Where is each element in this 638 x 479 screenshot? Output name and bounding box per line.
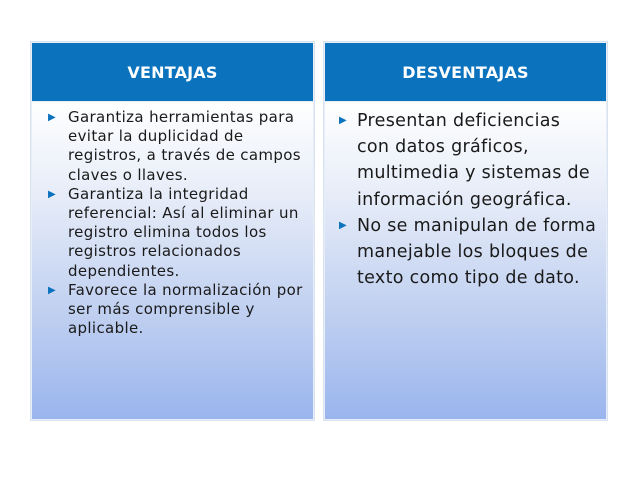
list-item-text: No se manipulan de forma manejable los bloques de texto como tipo de dato.: [357, 215, 597, 289]
desventajas-body: [325, 102, 606, 419]
ventajas-header: VENTAJAS: [32, 43, 313, 102]
list-item: [36, 185, 305, 281]
list-item: [36, 108, 305, 185]
desventajas-list: [329, 108, 598, 291]
list-item: [36, 281, 305, 339]
ventajas-body: [32, 102, 313, 419]
desventajas-header: DESVENTAJAS: [325, 43, 606, 102]
list-item-text: Favorece la normalización por ser más comprensible y aplicable.: [68, 280, 303, 338]
triangle-right-icon: ▶: [339, 115, 347, 126]
list-item: [329, 213, 598, 292]
desventajas-column: [324, 42, 607, 420]
list-item: [329, 108, 598, 213]
triangle-right-icon: ▶: [47, 112, 57, 123]
list-item-text: Garantiza la integridad referencial: Así al eliminar un registro elimina todos los registros relacionados dependientes.: [68, 184, 299, 280]
list-item-text: Garantiza herramientas para evitar la duplicidad de registros, a través de campos claves o llaves.: [68, 108, 301, 184]
list-item-text: Presentan deficiencias con datos gráficos, multimedia y sistemas de información geográfica.: [357, 111, 590, 210]
ventajas-list: [36, 108, 305, 338]
ventajas-column: [31, 42, 314, 420]
triangle-right-icon: ▶: [339, 219, 347, 231]
triangle-right-icon: ▶: [47, 284, 57, 296]
triangle-right-icon: ▶: [47, 188, 57, 200]
